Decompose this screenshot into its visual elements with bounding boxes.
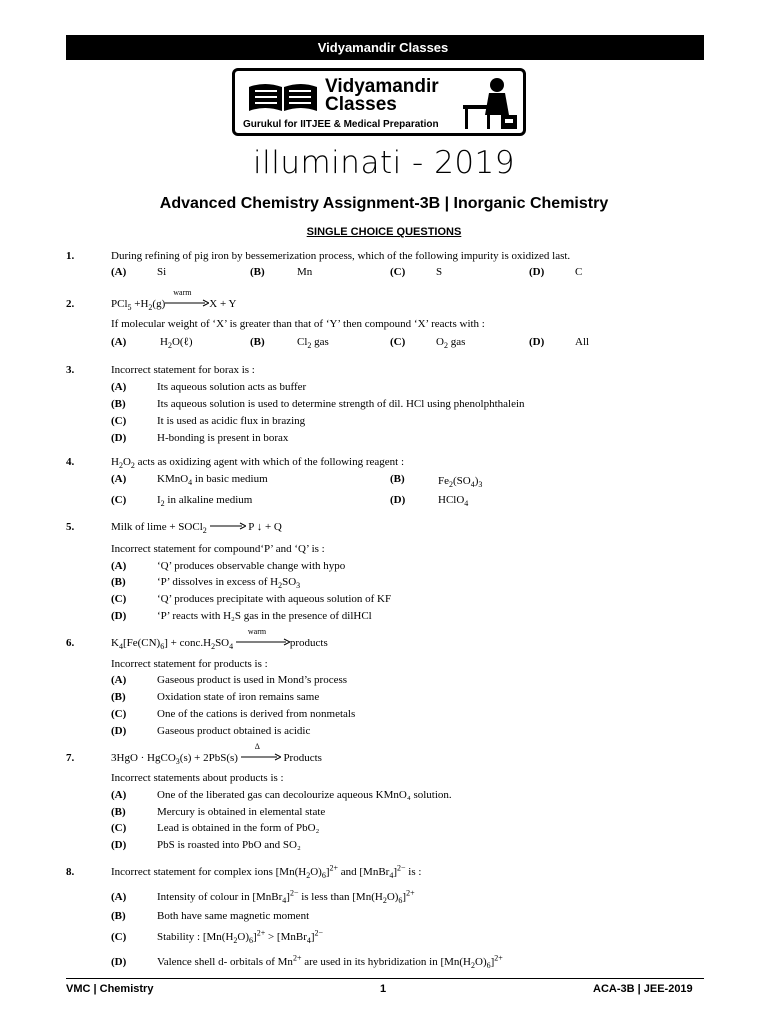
- q3-d-label: (D): [111, 432, 127, 444]
- q7-b-label: (B): [111, 806, 126, 818]
- q4-number: 4.: [66, 456, 75, 468]
- q4-d: HClO$_4$: [438, 494, 469, 509]
- page-title: illuminati - 2019: [253, 145, 515, 181]
- q3-a-label: (A): [111, 381, 127, 393]
- q4-text: $H_2O_2$ acts as oxidizing agent with which of the following reagent :: [111, 456, 405, 471]
- q2-a-label: (A): [111, 336, 127, 348]
- q5-b-label: (B): [111, 576, 126, 588]
- q1-a-label: (A): [111, 266, 127, 278]
- q8-d-label: (D): [111, 956, 127, 968]
- q8-c: Stability : $[Mn(H_2O)_6]^{2+}$ > [MnBr$_4$]$^{2-}$: [157, 928, 324, 946]
- q7-a-label: (A): [111, 789, 127, 801]
- q6-b: Oxidation state of iron remains same: [157, 691, 320, 703]
- q8-b: Both have same magnetic moment: [157, 910, 310, 922]
- q8-number: 8.: [66, 866, 75, 878]
- q6-equation: $K_4[Fe(CN)_6]$ + $conc.H_2SO_4$ warm products: [111, 627, 328, 652]
- q4-a: KMnO$_4$ in basic medium: [157, 473, 268, 488]
- q6-text: Incorrect statement for products is :: [111, 658, 268, 670]
- q7-c: Lead is obtained in the form of PbO₂: [157, 822, 320, 834]
- q8-text: Incorrect statement for complex ions $[Mn(H_2O)_6]^{2+}$ and [MnBr$_4$]$^{2-}$ is :: [111, 863, 422, 881]
- q4-c: $I_2$ in alkaline medium: [157, 494, 253, 509]
- q2-a: $H_2O(\ell)$: [160, 336, 193, 351]
- q1-d-label: (D): [529, 266, 545, 278]
- q3-a: Its aqueous solution acts as buffer: [157, 381, 307, 393]
- q1-number: 1.: [66, 250, 75, 262]
- header-banner: Vidyamandir Classes: [66, 35, 700, 60]
- q1-c-label: (C): [390, 266, 406, 278]
- q5-b: ‘P’ dissolves in excess of $H_2SO_3$: [157, 576, 301, 591]
- q2-b-label: (B): [250, 336, 265, 348]
- q5-number: 5.: [66, 521, 75, 533]
- header-edge: [700, 35, 704, 60]
- q4-c-label: (C): [111, 494, 127, 506]
- q6-d: Gaseous product obtained is acidic: [157, 725, 311, 737]
- q2-c: $O_2$ gas: [436, 336, 466, 351]
- section-heading: SINGLE CHOICE QUESTIONS: [306, 226, 462, 238]
- q7-b: Mercury is obtained in elemental state: [157, 806, 326, 818]
- q2-c-label: (C): [390, 336, 406, 348]
- q7-text: Incorrect statements about products is :: [111, 772, 284, 784]
- q3-text: Incorrect statement for borax is :: [111, 364, 255, 376]
- q4-a-label: (A): [111, 473, 127, 485]
- q3-number: 3.: [66, 364, 75, 376]
- q6-c-label: (C): [111, 708, 127, 720]
- q8-b-label: (B): [111, 910, 126, 922]
- q3-d: H-bonding is present in borax: [157, 432, 289, 444]
- q3-b-label: (B): [111, 398, 126, 410]
- teacher-icon: [461, 75, 521, 133]
- footer-rule: [66, 978, 704, 979]
- q5-c-label: (C): [111, 593, 127, 605]
- logo-tagline: Gurukul for IITJEE & Medical Preparation: [243, 119, 439, 130]
- q4-b-label: (B): [390, 473, 405, 485]
- footer-right: ACA-3B | JEE-2019: [593, 983, 693, 995]
- book-icon: [247, 81, 319, 113]
- q2-number: 2.: [66, 298, 75, 310]
- q1-b-label: (B): [250, 266, 265, 278]
- q2-d: All: [575, 336, 590, 348]
- q5-c: ‘Q’ produces precipitate with aqueous solution of KF: [157, 593, 392, 605]
- q6-b-label: (B): [111, 691, 126, 703]
- q7-d-label: (D): [111, 839, 127, 851]
- page-number: 1: [380, 983, 387, 995]
- q6-c: One of the cations is derived from nonmetals: [157, 708, 356, 720]
- q5-equation: Milk of lime + SOCl$_2$ P ↓ + Q: [111, 521, 282, 536]
- q3-b: Its aqueous solution is used to determine strength of dil. HCl using phenolphthalein: [157, 398, 525, 410]
- q2-text: If molecular weight of ‘X’ is greater than that of ‘Y’ then compound ‘X’ reacts with :: [111, 318, 485, 330]
- q7-d: PbS is roasted into PbO and SO₂: [157, 839, 301, 851]
- q2-equation: $PCl_5 +H_2(g)$ warm X + Y: [111, 288, 237, 313]
- q4-b: $Fe_2(SO_4)_3$: [438, 475, 483, 490]
- q3-c-label: (C): [111, 415, 127, 427]
- q8-a: Intensity of colour in [MnBr$_4$]$^{2-}$ is less than $[Mn(H_2O)_6]^{2+}$: [157, 888, 415, 906]
- q1-a: Si: [157, 266, 167, 278]
- q1-c: S: [436, 266, 443, 278]
- q2-b: $Cl_2$ gas: [297, 336, 329, 351]
- q5-a: ‘Q’ produces observable change with hypo: [157, 560, 346, 572]
- q7-c-label: (C): [111, 822, 127, 834]
- q3-c: It is used as acidic flux in brazing: [157, 415, 306, 427]
- q1-b: Mn: [297, 266, 313, 278]
- q6-a-label: (A): [111, 674, 127, 686]
- q5-a-label: (A): [111, 560, 127, 572]
- q1-d: C: [575, 266, 583, 278]
- q1-text: During refining of pig iron by bessemerization process, which of the following impurity is oxidized last.: [111, 250, 571, 262]
- logo-name-2: Classes: [325, 94, 397, 115]
- q7-a: One of the liberated gas can decolourize aqueous KMnO₄ solution.: [157, 789, 452, 801]
- logo-name-1: Vidyamandir: [325, 76, 439, 97]
- q5-d: ‘P’ reacts with H₂S gas in the presence of dilHCl: [157, 610, 372, 622]
- q5-text: Incorrect statement for compound‘P’ and ‘Q’ is :: [111, 543, 325, 555]
- q7-equation: 3HgO · HgCO$_3$(s) + 2PbS(s) Δ Products: [111, 742, 322, 767]
- page-subtitle: Advanced Chemistry Assignment-3B | Inorganic Chemistry: [159, 195, 609, 212]
- q7-number: 7.: [66, 752, 75, 764]
- q8-d: Valence shell d- orbitals of $Mn^{2+}$ are used in its hybridization in $[Mn(H_2O)_6]^{2+}$: [157, 953, 503, 971]
- footer-left: VMC | Chemistry: [66, 983, 154, 995]
- q2-d-label: (D): [529, 336, 545, 348]
- q6-number: 6.: [66, 637, 75, 649]
- q8-a-label: (A): [111, 891, 127, 903]
- q8-c-label: (C): [111, 931, 127, 943]
- q6-d-label: (D): [111, 725, 127, 737]
- q4-d-label: (D): [390, 494, 406, 506]
- logo: [232, 68, 526, 136]
- q5-d-label: (D): [111, 610, 127, 622]
- q6-a: Gaseous product is used in Mond’s process: [157, 674, 348, 686]
